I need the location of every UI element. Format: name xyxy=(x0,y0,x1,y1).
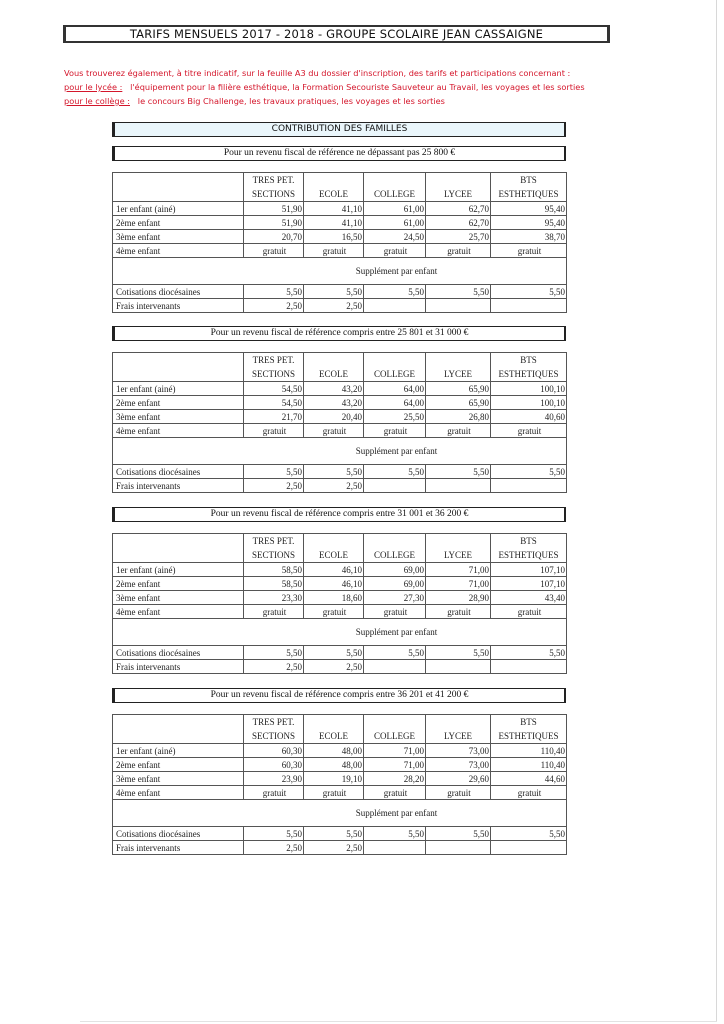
tariff-cell: 43,40 xyxy=(491,591,567,605)
column-header-text: LYCEE xyxy=(443,550,473,560)
column-header xyxy=(426,715,491,744)
intro-lycee xyxy=(64,80,664,94)
tariff-cell: 60,30 xyxy=(244,744,304,758)
row-label: 3ème enfant xyxy=(113,772,244,786)
column-header-text: SECTIONS xyxy=(251,189,295,199)
row-label: 1er enfant (ainé) xyxy=(113,202,244,216)
column-header-text: COLLEGE xyxy=(374,189,415,199)
lycee-text: l'équipement pour la filière esthétique, la Formation Secouriste Sauveteur au Travail, les voyages et les sorties xyxy=(130,82,585,92)
column-header-text: TRES PET. xyxy=(252,355,295,365)
column-header xyxy=(364,534,426,563)
tariff-cell: 51,90 xyxy=(244,216,304,230)
tariff-cell: gratuit xyxy=(426,244,491,258)
row-label: Cotisations diocésaines xyxy=(113,646,244,660)
column-header xyxy=(364,715,426,744)
table-row xyxy=(113,244,567,258)
column-header xyxy=(491,353,567,382)
tariff-cell: 58,50 xyxy=(244,563,304,577)
tariff-cell: 64,00 xyxy=(364,382,426,396)
tariff-cell: 65,90 xyxy=(426,382,491,396)
income-bracket-heading: Pour un revenu fiscal de référence compris entre 25 801 et 31 000 € xyxy=(112,326,566,341)
row-label: Frais intervenants xyxy=(113,299,244,313)
row-label: Frais intervenants xyxy=(113,841,244,855)
tariff-cell xyxy=(426,299,491,313)
column-header-text: TRES PET. xyxy=(252,175,295,185)
tariff-cell: 5,50 xyxy=(244,285,304,299)
tariff-cell: 95,40 xyxy=(491,216,567,230)
supplement-row xyxy=(113,800,567,827)
tariff-cell: 43,20 xyxy=(304,382,364,396)
tariff-table xyxy=(112,714,567,855)
row-label: 3ème enfant xyxy=(113,591,244,605)
income-bracket-heading: Pour un revenu fiscal de référence compris entre 36 201 et 41 200 € xyxy=(112,688,566,703)
tariff-cell: 5,50 xyxy=(304,646,364,660)
tariff-cell: 5,50 xyxy=(426,285,491,299)
column-header-text: ECOLE xyxy=(319,550,348,560)
column-header xyxy=(364,353,426,382)
tariff-cell: 5,50 xyxy=(491,827,567,841)
supplement-heading: Supplément par enfant xyxy=(113,619,567,646)
tariff-cell: 28,20 xyxy=(364,772,426,786)
tariff-cell: 5,50 xyxy=(364,285,426,299)
table-row xyxy=(113,216,567,230)
supplement-heading: Supplément par enfant xyxy=(113,800,567,827)
tariff-cell: 46,10 xyxy=(304,577,364,591)
column-header xyxy=(244,534,304,563)
column-header-text: BTS xyxy=(520,536,537,546)
table-row xyxy=(113,299,567,313)
tariff-cell: 2,50 xyxy=(304,660,364,674)
tariff-cell: gratuit xyxy=(364,605,426,619)
table-header-row xyxy=(113,353,567,382)
column-header-text: COLLEGE xyxy=(374,731,415,741)
page-title: TARIFS MENSUELS 2017 - 2018 - GROUPE SCOLAIRE JEAN CASSAIGNE xyxy=(63,25,610,43)
tariff-cell: 5,50 xyxy=(364,465,426,479)
tariff-cell: 95,40 xyxy=(491,202,567,216)
tariff-section xyxy=(112,326,566,493)
tariff-cell: 5,50 xyxy=(244,646,304,660)
tariff-cell xyxy=(364,479,426,493)
tariff-cell: gratuit xyxy=(426,605,491,619)
tariff-cell: gratuit xyxy=(491,605,567,619)
column-header-text: LYCEE xyxy=(443,731,473,741)
row-label: Cotisations diocésaines xyxy=(113,285,244,299)
column-header xyxy=(244,353,304,382)
tariff-cell xyxy=(364,299,426,313)
tariff-cell: 100,10 xyxy=(491,396,567,410)
college-label: pour le collège : xyxy=(64,96,130,106)
tariff-cell: 28,90 xyxy=(426,591,491,605)
tariff-cell: 64,00 xyxy=(364,396,426,410)
column-header-text: ECOLE xyxy=(319,731,348,741)
tariff-cell: 100,10 xyxy=(491,382,567,396)
column-header xyxy=(304,534,364,563)
tariff-cell: 21,70 xyxy=(244,410,304,424)
column-header-text: ESTHETIQUES xyxy=(498,189,559,199)
column-header-text: ESTHETIQUES xyxy=(498,369,559,379)
column-header-text: ECOLE xyxy=(319,189,348,199)
column-header-text: SECTIONS xyxy=(251,550,295,560)
tariff-cell: 5,50 xyxy=(304,285,364,299)
tariff-cell: 107,10 xyxy=(491,577,567,591)
tariff-cell: 60,30 xyxy=(244,758,304,772)
tariff-cell xyxy=(491,479,567,493)
tariff-cell: 27,30 xyxy=(364,591,426,605)
tariff-cell: gratuit xyxy=(244,605,304,619)
supplement-heading: Supplément par enfant xyxy=(113,438,567,465)
tariff-cell: 29,60 xyxy=(426,772,491,786)
tariff-cell: 23,30 xyxy=(244,591,304,605)
tariff-cell: 44,60 xyxy=(491,772,567,786)
tariff-cell: gratuit xyxy=(364,424,426,438)
supplement-row xyxy=(113,619,567,646)
tariff-cell: gratuit xyxy=(491,244,567,258)
tariff-cell: gratuit xyxy=(364,244,426,258)
tariff-cell: gratuit xyxy=(364,786,426,800)
tariff-cell: gratuit xyxy=(304,424,364,438)
column-header-text: COLLEGE xyxy=(374,550,415,560)
tariff-cell: 41,10 xyxy=(304,216,364,230)
tariff-cell xyxy=(491,660,567,674)
tariff-cell: 25,70 xyxy=(426,230,491,244)
row-label: 4ème enfant xyxy=(113,424,244,438)
tariff-cell: 5,50 xyxy=(364,827,426,841)
column-header xyxy=(244,173,304,202)
tariff-cell: 5,50 xyxy=(304,827,364,841)
row-label: Frais intervenants xyxy=(113,479,244,493)
tariff-cell: 48,00 xyxy=(304,758,364,772)
column-header-text: BTS xyxy=(520,717,537,727)
tariff-cell: gratuit xyxy=(244,244,304,258)
tariff-cell: 40,60 xyxy=(491,410,567,424)
row-label: 1er enfant (ainé) xyxy=(113,563,244,577)
tariff-cell xyxy=(426,479,491,493)
column-header-text: LYCEE xyxy=(443,189,473,199)
column-header xyxy=(491,715,567,744)
page-edge xyxy=(716,0,717,1022)
tariff-cell xyxy=(364,841,426,855)
column-header xyxy=(304,173,364,202)
intro-notice xyxy=(64,66,664,108)
tariff-cell: 5,50 xyxy=(426,465,491,479)
tariff-cell: 20,70 xyxy=(244,230,304,244)
table-header-row xyxy=(113,715,567,744)
tariff-cell: 69,00 xyxy=(364,563,426,577)
tariff-table xyxy=(112,172,567,313)
tariff-cell xyxy=(491,841,567,855)
tariff-cell: 46,10 xyxy=(304,563,364,577)
table-row xyxy=(113,285,567,299)
tariff-cell: 73,00 xyxy=(426,744,491,758)
table-row xyxy=(113,396,567,410)
tariff-cell: 25,50 xyxy=(364,410,426,424)
tariff-cell: 2,50 xyxy=(304,299,364,313)
column-header xyxy=(491,173,567,202)
tariff-cell: gratuit xyxy=(426,424,491,438)
table-row xyxy=(113,410,567,424)
tariff-cell: 69,00 xyxy=(364,577,426,591)
college-text: le concours Big Challenge, les travaux pratiques, les voyages et les sorties xyxy=(137,96,445,106)
column-header-text: TRES PET. xyxy=(252,536,295,546)
tariff-cell: 51,90 xyxy=(244,202,304,216)
tariff-cell: 23,90 xyxy=(244,772,304,786)
tariff-cell: 16,50 xyxy=(304,230,364,244)
tariff-section xyxy=(112,507,566,674)
tariff-cell: 18,60 xyxy=(304,591,364,605)
table-row xyxy=(113,660,567,674)
table-row xyxy=(113,577,567,591)
row-label: 3ème enfant xyxy=(113,230,244,244)
column-header-text: ESTHETIQUES xyxy=(498,731,559,741)
tariff-cell: 5,50 xyxy=(244,465,304,479)
tariff-cell: 2,50 xyxy=(244,841,304,855)
table-row xyxy=(113,465,567,479)
table-row xyxy=(113,202,567,216)
column-header xyxy=(364,173,426,202)
column-header xyxy=(113,353,244,382)
row-label: 4ème enfant xyxy=(113,605,244,619)
table-row xyxy=(113,772,567,786)
tariff-cell: 5,50 xyxy=(426,827,491,841)
row-label: 4ème enfant xyxy=(113,786,244,800)
row-label: 2ème enfant xyxy=(113,216,244,230)
column-header-text: SECTIONS xyxy=(251,369,295,379)
tariff-section xyxy=(112,688,566,855)
tariff-cell: 5,50 xyxy=(304,465,364,479)
tariff-cell: 5,50 xyxy=(491,646,567,660)
column-header-text: BTS xyxy=(520,175,537,185)
tariff-cell: 71,00 xyxy=(364,758,426,772)
row-label: 2ème enfant xyxy=(113,577,244,591)
tariff-cell: gratuit xyxy=(304,786,364,800)
tariff-cell: 73,00 xyxy=(426,758,491,772)
tariff-cell: 54,50 xyxy=(244,396,304,410)
tariff-cell: 19,10 xyxy=(304,772,364,786)
tariff-cell: gratuit xyxy=(244,424,304,438)
column-header xyxy=(426,353,491,382)
column-header xyxy=(426,173,491,202)
row-label: Frais intervenants xyxy=(113,660,244,674)
table-row xyxy=(113,786,567,800)
tariff-cell: 61,00 xyxy=(364,202,426,216)
tariff-cell: 48,00 xyxy=(304,744,364,758)
column-header-text: ECOLE xyxy=(319,369,348,379)
column-header xyxy=(304,715,364,744)
table-row xyxy=(113,479,567,493)
column-header-text: TRES PET. xyxy=(252,717,295,727)
tariff-cell: 5,50 xyxy=(491,465,567,479)
tariff-cell xyxy=(364,660,426,674)
tariff-cell: 5,50 xyxy=(426,646,491,660)
tariff-cell xyxy=(426,841,491,855)
table-row xyxy=(113,230,567,244)
tariff-cell xyxy=(491,299,567,313)
row-label: 2ème enfant xyxy=(113,396,244,410)
tariff-cell: 26,80 xyxy=(426,410,491,424)
column-header xyxy=(113,173,244,202)
supplement-row xyxy=(113,438,567,465)
page-edge xyxy=(80,1021,717,1022)
tariff-cell: 43,20 xyxy=(304,396,364,410)
tariff-cell: 110,40 xyxy=(491,758,567,772)
table-row xyxy=(113,591,567,605)
column-header xyxy=(304,353,364,382)
column-header-text: LYCEE xyxy=(443,369,473,379)
tariff-cell: gratuit xyxy=(491,424,567,438)
tariff-cell: 71,00 xyxy=(426,577,491,591)
table-header-row xyxy=(113,173,567,202)
column-header-text: BTS xyxy=(520,355,537,365)
table-row xyxy=(113,646,567,660)
tariff-section xyxy=(112,146,566,313)
tariff-cell: gratuit xyxy=(304,244,364,258)
tariff-cell: 71,00 xyxy=(364,744,426,758)
table-row xyxy=(113,424,567,438)
intro-line: Vous trouverez également, à titre indicatif, sur la feuille A3 du dossier d'inscription, des tarifs et participations concernant : xyxy=(64,68,571,78)
tariff-cell: gratuit xyxy=(491,786,567,800)
table-row xyxy=(113,605,567,619)
tariff-cell: gratuit xyxy=(304,605,364,619)
table-row xyxy=(113,841,567,855)
tariff-cell: 65,90 xyxy=(426,396,491,410)
column-header-text: ESTHETIQUES xyxy=(498,550,559,560)
intro-college xyxy=(64,94,664,108)
tariff-cell: 61,00 xyxy=(364,216,426,230)
tariff-cell: 2,50 xyxy=(304,841,364,855)
column-header-text: COLLEGE xyxy=(374,369,415,379)
tariff-cell: 62,70 xyxy=(426,216,491,230)
table-header-row xyxy=(113,534,567,563)
tariff-cell: 5,50 xyxy=(244,827,304,841)
tariff-cell: 110,40 xyxy=(491,744,567,758)
tariff-cell: 38,70 xyxy=(491,230,567,244)
column-header xyxy=(113,715,244,744)
tariff-cell: 5,50 xyxy=(364,646,426,660)
tariff-cell: 62,70 xyxy=(426,202,491,216)
income-bracket-heading: Pour un revenu fiscal de référence compris entre 31 001 et 36 200 € xyxy=(112,507,566,522)
tariff-cell: 5,50 xyxy=(491,285,567,299)
tariff-cell: 20,40 xyxy=(304,410,364,424)
tariff-cell: 2,50 xyxy=(244,479,304,493)
tariff-table xyxy=(112,533,567,674)
tariff-cell: 2,50 xyxy=(304,479,364,493)
tariff-cell: 41,10 xyxy=(304,202,364,216)
tariff-cell: 71,00 xyxy=(426,563,491,577)
table-row xyxy=(113,758,567,772)
column-header xyxy=(244,715,304,744)
contribution-heading: CONTRIBUTION DES FAMILLES xyxy=(112,122,566,137)
row-label: 1er enfant (ainé) xyxy=(113,744,244,758)
row-label: Cotisations diocésaines xyxy=(113,827,244,841)
row-label: 1er enfant (ainé) xyxy=(113,382,244,396)
table-row xyxy=(113,382,567,396)
tariff-cell: 2,50 xyxy=(244,299,304,313)
supplement-row xyxy=(113,258,567,285)
column-header xyxy=(426,534,491,563)
row-label: 3ème enfant xyxy=(113,410,244,424)
tariff-cell: 58,50 xyxy=(244,577,304,591)
table-row xyxy=(113,827,567,841)
lycee-label: pour le lycée : xyxy=(64,82,123,92)
column-header xyxy=(113,534,244,563)
tariff-cell: 24,50 xyxy=(364,230,426,244)
row-label: 4ème enfant xyxy=(113,244,244,258)
tariff-cell: 107,10 xyxy=(491,563,567,577)
tariff-cell: 2,50 xyxy=(244,660,304,674)
table-row xyxy=(113,563,567,577)
tariff-cell: gratuit xyxy=(426,786,491,800)
column-header xyxy=(491,534,567,563)
tariff-cell: 54,50 xyxy=(244,382,304,396)
tariff-cell xyxy=(426,660,491,674)
income-bracket-heading: Pour un revenu fiscal de référence ne dépassant pas 25 800 € xyxy=(112,146,566,161)
tariff-cell: gratuit xyxy=(244,786,304,800)
column-header-text: SECTIONS xyxy=(251,731,295,741)
row-label: Cotisations diocésaines xyxy=(113,465,244,479)
table-row xyxy=(113,744,567,758)
row-label: 2ème enfant xyxy=(113,758,244,772)
tariff-table xyxy=(112,352,567,493)
supplement-heading: Supplément par enfant xyxy=(113,258,567,285)
